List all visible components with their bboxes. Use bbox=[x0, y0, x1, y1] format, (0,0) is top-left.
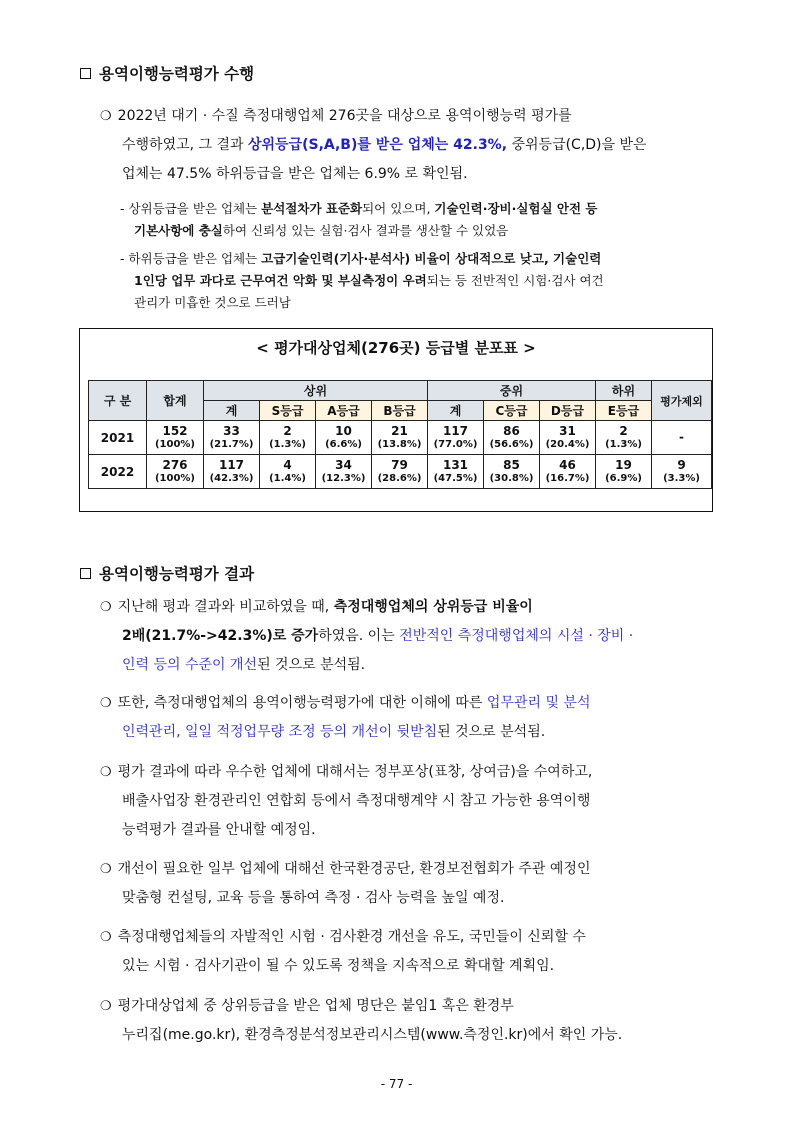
table-cell: 117 (77.0%) bbox=[428, 421, 484, 455]
table-cell: 10 (6.6%) bbox=[316, 421, 372, 455]
table-cell: 4 (1.4%) bbox=[260, 455, 316, 489]
result-paragraph-3: ❍ 평가 결과에 따라 우수한 업체에 대해서는 정부포상(표창, 상여금)을 수여하고, 배출사업장 환경관리인 연합회 등에서 측정대행계약 시 참고 가능한 용역이행 능력평가 결과를 안내할 예정임. bbox=[100, 764, 593, 838]
subheader-cell: 계 bbox=[204, 401, 260, 421]
section-heading-1 bbox=[80, 62, 254, 84]
table-title: < 평가대상업체(276곳) 등급별 분포표 > bbox=[256, 339, 536, 357]
paragraph-evaluation: ❍ 2022년 대기 · 수질 측정대행업체 276곳을 대상으로 용역이행능력 평가를 수행하였고, 그 결과 상위등급(S,A,B)를 받은 업체는 42.3%, 중위등급(C,D)을 받은 업체는 47.5% 하위등급을 받은 업체는 6.9% 로 확인됨. bbox=[100, 108, 647, 182]
subheader-cell: C등급 bbox=[484, 401, 540, 421]
circle-bullet-icon: ❍ bbox=[100, 109, 112, 124]
table-cell: 276 (100%) bbox=[147, 455, 204, 489]
table-cell: 31 (20.4%) bbox=[540, 421, 596, 455]
header-upper: 상위 bbox=[204, 381, 428, 401]
table-cell: 33 (21.7%) bbox=[204, 421, 260, 455]
result-paragraph-6: ❍ 평가대상업체 중 상위등급을 받은 업체 명단은 붙임1 혹은 환경부 누리집(me.go.kr), 환경측정분석정보관리시스템(www.측정인.kr)에서 확인 가능. bbox=[100, 998, 623, 1043]
square-bullet-icon bbox=[80, 68, 91, 79]
table-cell: 131 (47.5%) bbox=[428, 455, 484, 489]
section-title: 용역이행능력평가 결과 bbox=[99, 565, 255, 583]
table-cell: 2 (1.3%) bbox=[596, 421, 652, 455]
result-paragraph-1: ❍ 지난해 평과 결과와 비교하였을 때, 측정대행업체의 상위등급 비율이 2배(21.7%->42.3%)로 증가하였음. 이는 전반적인 측정대행업체의 시설 · 장비 · 인력 등의 수준이 개선된 것으로 분석됨. bbox=[100, 599, 634, 673]
header-gubun: 구 분 bbox=[89, 381, 147, 421]
section-heading-2 bbox=[80, 562, 254, 584]
row-year: 2022 bbox=[89, 455, 147, 489]
subheader-cell: E등급 bbox=[596, 401, 652, 421]
page-number: - 77 - bbox=[380, 1077, 413, 1091]
result-paragraph-2: ❍ 또한, 측정대행업체의 용역이행능력평가에 대한 이해에 따른 업무관리 및 분석 인력관리, 일일 적정업무량 조정 등의 개선이 뒷받침된 것으로 분석됨. bbox=[100, 695, 591, 740]
subheader-cell: S등급 bbox=[260, 401, 316, 421]
result-paragraph-5: ❍ 측정대행업체들의 자발적인 시험 · 검사환경 개선을 유도, 국민들이 신뢰할 수 있는 시험 · 검사기관이 될 수 있도록 정책을 지속적으로 확대할 계획임. bbox=[100, 929, 586, 974]
table-cell: 117 (42.3%) bbox=[204, 455, 260, 489]
circle-bullet-icon: ❍ bbox=[100, 765, 112, 780]
circle-bullet-icon: ❍ bbox=[100, 862, 112, 877]
subheader-cell: 계 bbox=[428, 401, 484, 421]
subheader-cell: A등급 bbox=[316, 401, 372, 421]
row-year: 2021 bbox=[89, 421, 147, 455]
grade-distribution-table bbox=[88, 380, 712, 489]
table-row bbox=[89, 455, 712, 489]
circle-bullet-icon: ❍ bbox=[100, 930, 112, 945]
circle-bullet-icon: ❍ bbox=[100, 600, 112, 615]
table-cell: - bbox=[652, 421, 712, 455]
table-cell: 19 (6.9%) bbox=[596, 455, 652, 489]
subheader-cell: B등급 bbox=[372, 401, 428, 421]
result-paragraph-4: ❍ 개선이 필요한 일부 업체에 대해선 한국환경공단, 환경보전협회가 주관 예정인 맞춤형 컨설팅, 교육 등을 통하여 측정 · 검사 능력을 높일 예정. bbox=[100, 861, 591, 906]
section-title: 용역이행능력평가 수행 bbox=[99, 65, 255, 83]
table-cell: 9 (3.3%) bbox=[652, 455, 712, 489]
table-cell: 2 (1.3%) bbox=[260, 421, 316, 455]
subheader-cell: D등급 bbox=[540, 401, 596, 421]
circle-bullet-icon: ❍ bbox=[100, 999, 112, 1014]
sub-point-upper: - 상위등급을 받은 업체는 분석절차가 표준화되어 있으며, 기술인력·장비·실험실 안전 등 기본사항에 충실하여 신뢰성 있는 실험·검사 결과를 생산할 수 있었음 bbox=[120, 201, 598, 238]
table-cell: 85 (30.8%) bbox=[484, 455, 540, 489]
table-cell: 21 (13.8%) bbox=[372, 421, 428, 455]
circle-bullet-icon: ❍ bbox=[100, 696, 112, 711]
header-middle: 중위 bbox=[428, 381, 596, 401]
table-cell: 34 (12.3%) bbox=[316, 455, 372, 489]
table-row bbox=[89, 421, 712, 455]
table-cell: 152 (100%) bbox=[147, 421, 204, 455]
header-lower: 하위 bbox=[596, 381, 652, 401]
header-excluded: 평가제외 bbox=[652, 381, 712, 421]
square-bullet-icon bbox=[80, 568, 91, 579]
sub-point-lower: - 하위등급을 받은 업체는 고급기술인력(기사·분석사) 비율이 상대적으로 낮고, 기술인력 1인당 업무 과다로 근무여건 악화 및 부실측정이 우려되는 등 전반적인 시험·검사 여건 관리가 미흡한 것으로 드러남 bbox=[120, 251, 604, 310]
table-cell: 79 (28.6%) bbox=[372, 455, 428, 489]
header-total: 합계 bbox=[147, 381, 204, 421]
table-cell: 46 (16.7%) bbox=[540, 455, 596, 489]
table-cell: 86 (56.6%) bbox=[484, 421, 540, 455]
